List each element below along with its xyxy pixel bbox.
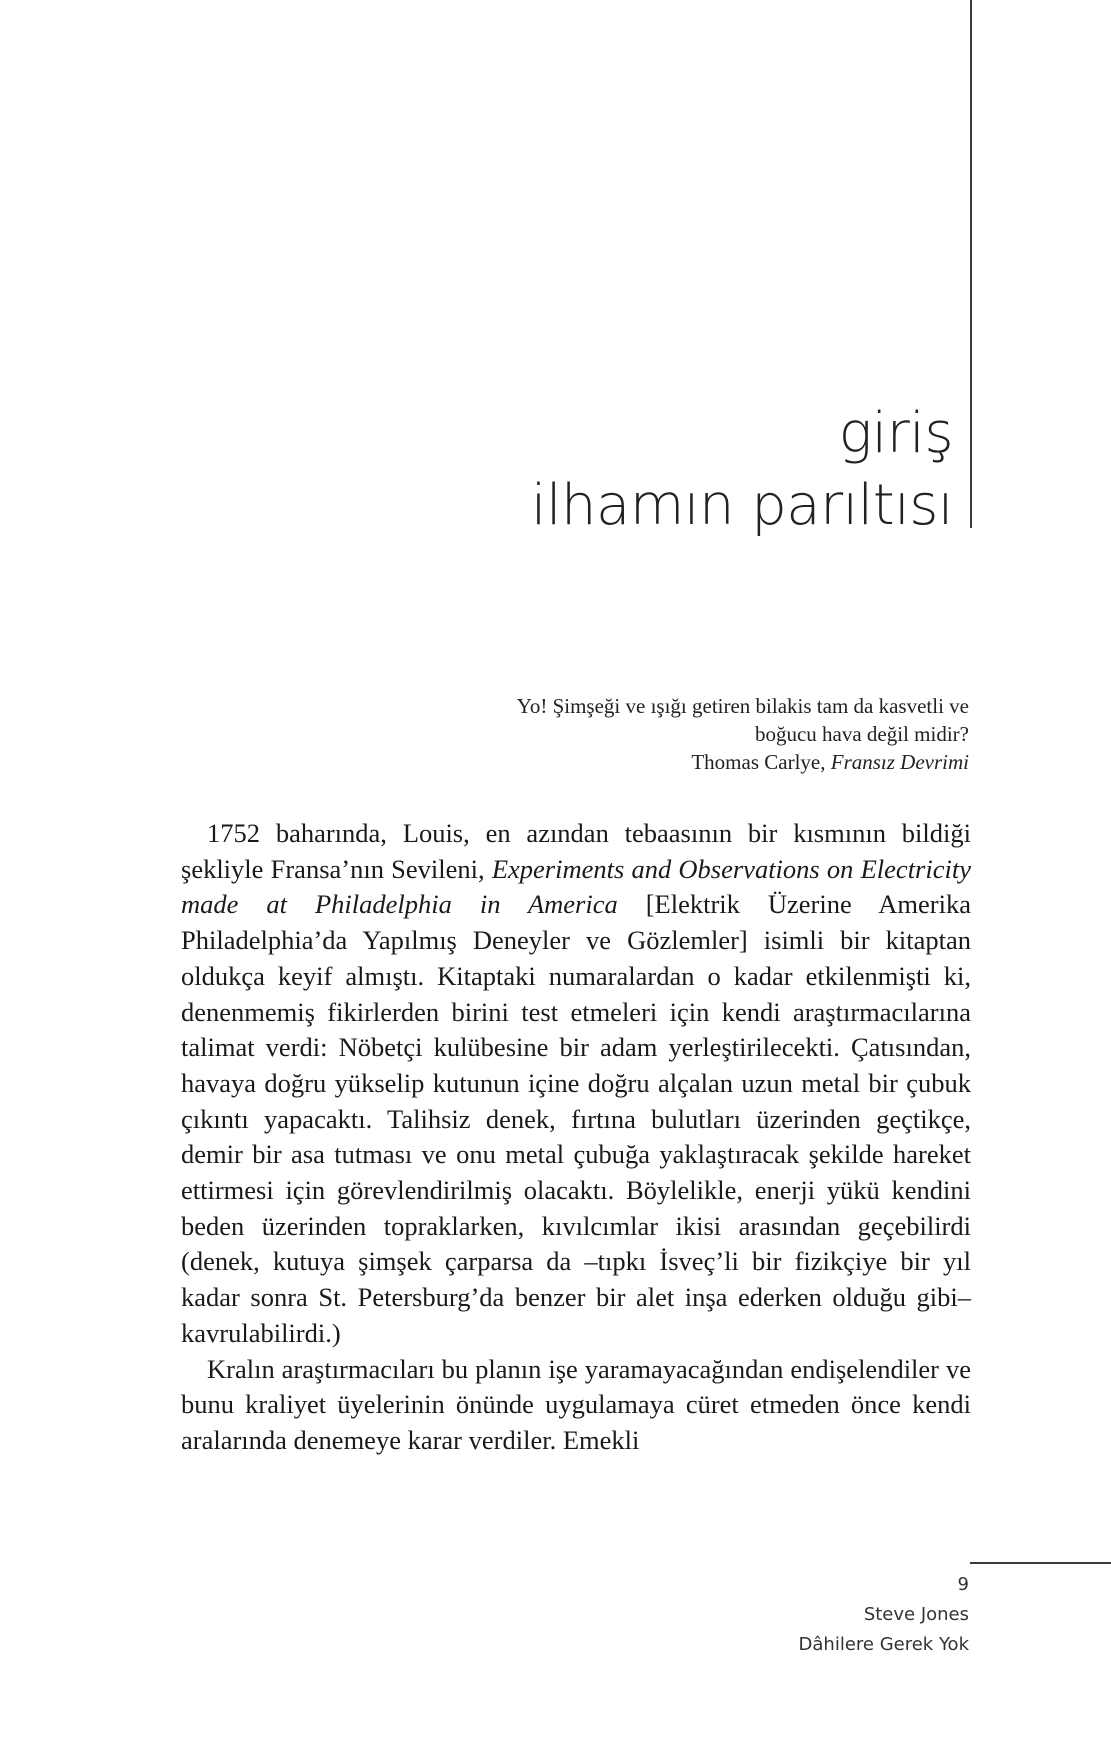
footer-author: Steve Jones	[863, 1604, 969, 1625]
body-text	[181, 816, 971, 1459]
epigraph-book: Fransız Devrimi	[830, 750, 969, 774]
page-number: 9	[957, 1574, 969, 1595]
chapter-heading	[531, 398, 953, 542]
epigraph-line-2: boğucu hava değil midir?	[754, 722, 969, 746]
epigraph-attribution	[409, 748, 969, 776]
book-title-italic: Experiments and Observations on Electricity made at Philadelphia in America	[181, 853, 971, 920]
vertical-rule	[970, 0, 972, 528]
epigraph-author: Thomas Carlye,	[691, 750, 831, 774]
footer-rule	[970, 1562, 1111, 1564]
footer-book-title: Dâhilere Gerek Yok	[798, 1634, 969, 1655]
chapter-label: giriş	[838, 401, 953, 466]
chapter-title: ilhamın parıltısı	[530, 473, 953, 538]
paragraph-2: Kralın araştırmacıları bu planın işe yaramayacağından endişelendiler ve bunu kraliyet üyelerinin önünde uygulamaya cüret etmeden önce kendi aralarında denemeye karar verdiler. Emekli	[181, 1353, 971, 1455]
paragraph-1-start: 1752 baharında, Louis, en azından tebaasının bir kısmının bildiği şekliyle Fransa’nın Sevileni,	[181, 818, 971, 884]
epigraph	[409, 692, 969, 776]
paragraph-1	[181, 816, 971, 1352]
paragraph-1-rest: [Elektrik Üzerine Amerika Philadelphia’da Yapılmış Deneyler ve Gözlemler] isimli bir kitaptan oldukça keyif almıştı. Kitaptaki numaralardan o kadar etkilenmişti ki, denenmemiş fikirlerden birini test etmeleri için kendi araştırmacılarına talimat verdi: Nöbetçi kulübesine bir adam yerleştirilecekti. Çatısından, havaya doğru yükselip kutunun içine doğru alçalan uzun metal bir çubuk çıkıntı yapacaktı. Talihsiz denek, fırtına bulutları üzerinden geçtikçe, demir bir asa tutması ve onu metal çubuğa yaklaştıracak şekilde hareket ettirmesi için görevlendirilmiş olacaktı. Böylelikle, enerji yükü kendini beden üzerinden topraklarken, kıvılcımlar ikisi arasından geçebilirdi (denek, kutuya şimşek çarparsa da –tıpkı İsveç’li bir fizikçiye bir yıl kadar sonra St. Petersburg’da benzer bir alet inşa ederken olduğu gibi– kavrulabilirdi.)	[181, 889, 971, 1348]
page-footer	[799, 1570, 969, 1660]
epigraph-line-1: Yo! Şimşeği ve ışığı getiren bilakis tam da kasvetli ve	[516, 694, 969, 718]
